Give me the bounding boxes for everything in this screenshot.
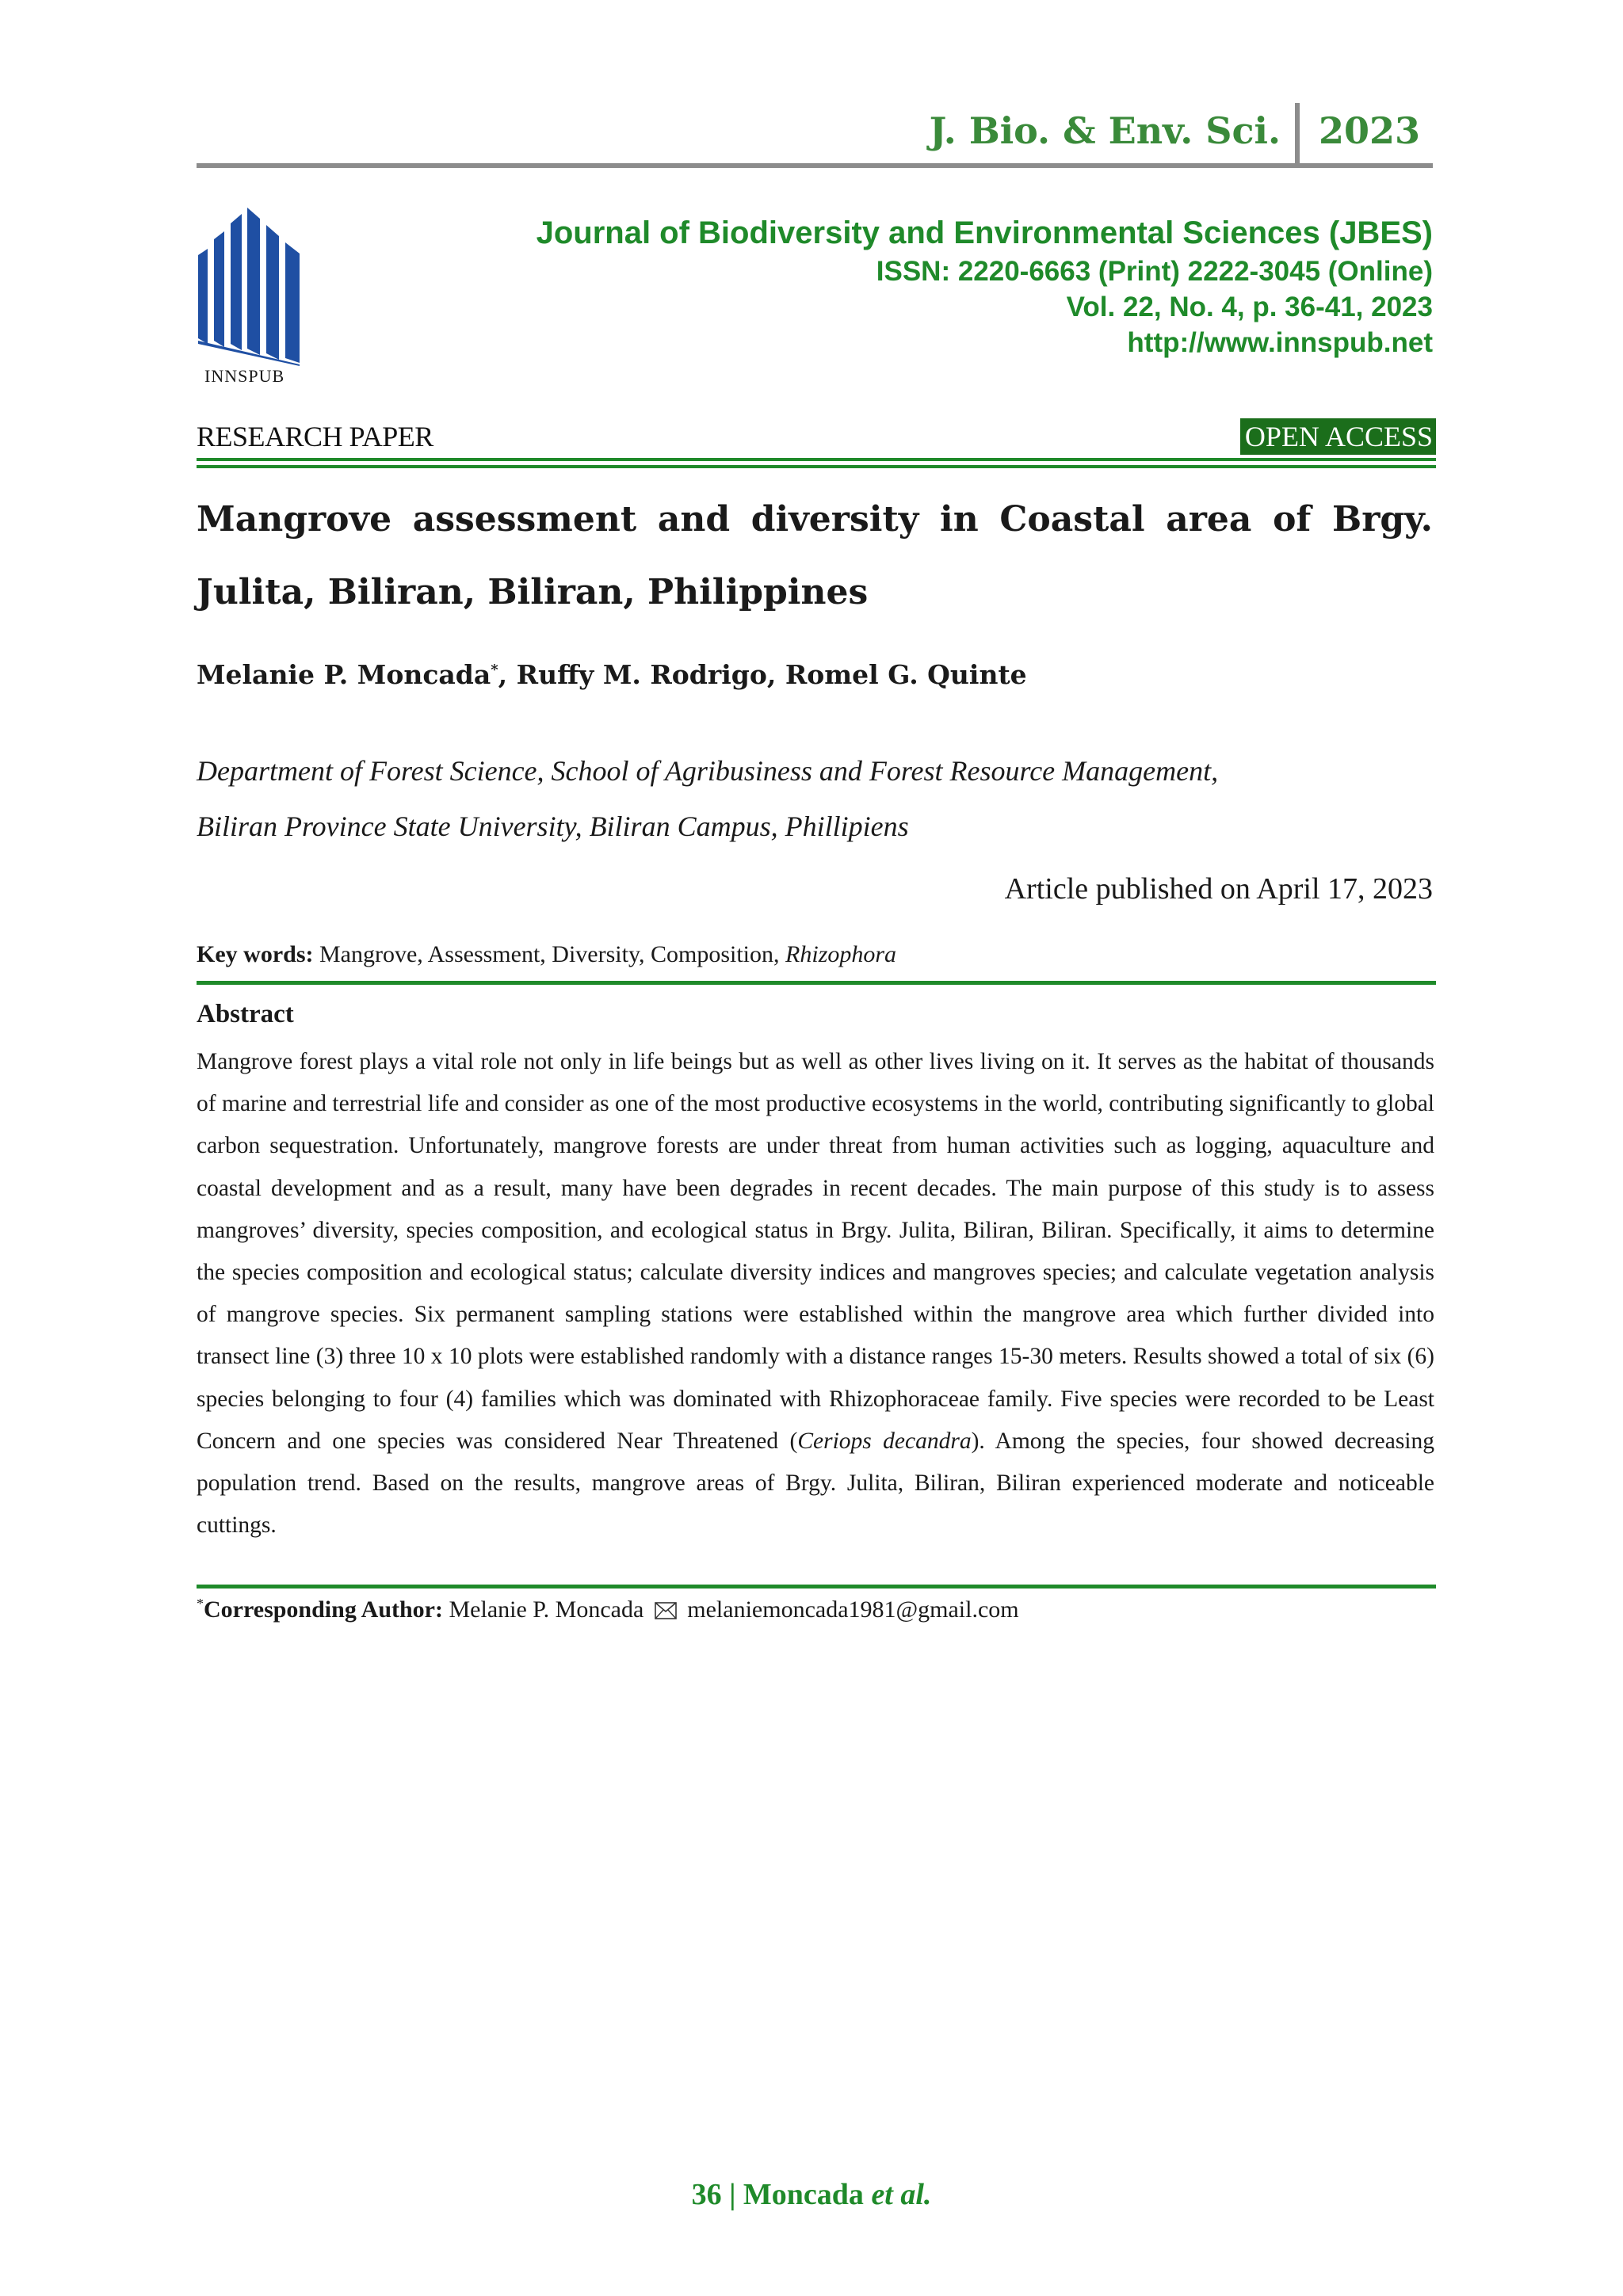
author-rest: , Ruffy M. Rodrigo, Romel G. Quinte — [498, 659, 1027, 690]
paper-title: Mangrove assessment and diversity in Coastal area of Brgy. Julita, Biliran, Biliran, Philippines — [197, 499, 1433, 612]
footer-etal: et al. — [871, 2178, 932, 2211]
paper-type-row — [197, 418, 1436, 458]
abstract-species: Ceriops decandra — [797, 1428, 972, 1454]
publisher-name: INNSPUB — [204, 366, 285, 386]
running-header-year: 2023 — [1318, 109, 1420, 152]
running-header-journal: J. Bio. & Env. Sci. — [929, 109, 1281, 152]
abstract-text-part-2: ). Among the species, four showed decreasing population trend. Based on the results, mangrove areas of Brgy. Julita, Biliran, Biliran experienced moderate and noticeable cuttings. — [197, 1428, 1434, 1539]
keywords-rule — [197, 981, 1436, 985]
footer-page: 36 | Moncada — [691, 2178, 872, 2211]
open-access-badge: OPEN ACCESS — [1240, 418, 1436, 455]
corresponding-marker: * — [491, 662, 498, 678]
keywords-terms: Mangrove, Assessment, Diversity, Composition, — [313, 941, 786, 967]
journal-url[interactable]: http://www.innspub.net — [1127, 327, 1433, 358]
corresponding-author-email[interactable]: melaniemoncada1981@gmail.com — [681, 1596, 1019, 1623]
affiliation-line-2: Biliran Province State University, Biliran Campus, Phillipiens — [197, 810, 909, 842]
corresponding-author-name: Melanie P. Moncada — [443, 1596, 650, 1623]
envelope-icon — [655, 1599, 677, 1626]
title-rule — [197, 458, 1436, 469]
abstract-text-part-1: Mangrove forest plays a vital role not only in life beings but as well as other lives living on it. It serves as the habitat of thousands of marine and terrestrial life and consider as one of the most productive ecosystems in the world, contributing significantly to global carbon sequestration. Unfortunately, mangrove forests are under threat from human activities such as logging, aquaculture and coastal development and as a result, many have been degrades in recent decades. The main purpose of this study is to assess mangroves’ diversity, species composition, and ecological status in Brgy. Julita, Biliran, Biliran. Specifically, it aims to determine the species composition and ecological status; calculate diversity indices and mangroves species; and calculate vegetation analysis of mangrove species. Six permanent sampling stations were established within the mangrove area which further divided into transect line (3) three 10 x 10 plots were established randomly with a distance ranges 15-30 meters. Results showed a total of six (6) species belonging to four (4) families which was dominated with Rhizophoraceae family. Five species were recorded to be Least Concern and one species was considered Near Threatened ( — [197, 1049, 1434, 1454]
journal-full-name: Journal of Biodiversity and Environmental Sciences (JBES) — [536, 215, 1433, 250]
header-rule — [197, 163, 1433, 168]
page-footer — [0, 2177, 1623, 2212]
corresponding-author-label: Corresponding Author: — [204, 1596, 443, 1623]
author-first: Melanie P. Moncada — [197, 659, 491, 690]
keywords-label: Key words: — [197, 941, 314, 967]
running-header — [197, 103, 1433, 165]
keywords — [197, 941, 896, 968]
running-header-divider — [1295, 103, 1300, 163]
paper-type: RESEARCH PAPER — [197, 421, 433, 452]
journal-volume: Vol. 22, No. 4, p. 36-41, 2023 — [1066, 292, 1433, 322]
abstract-heading: Abstract — [197, 1000, 294, 1028]
abstract-rule — [197, 1585, 1436, 1589]
corresponding-author-marker: * — [197, 1596, 204, 1611]
authors — [197, 659, 1027, 690]
journal-issn: ISSN: 2220-6663 (Print) 2222-3045 (Online) — [876, 256, 1433, 287]
corresponding-author — [197, 1596, 1019, 1626]
affiliation — [197, 743, 1433, 854]
published-date: Article published on April 17, 2023 — [1004, 872, 1433, 906]
abstract-body — [197, 1041, 1434, 1547]
affiliation-line-1: Department of Forest Science, School of Agribusiness and Forest Resource Management, — [197, 755, 1219, 787]
journal-info — [537, 212, 1433, 360]
keywords-italic-term: Rhizophora — [785, 941, 897, 967]
